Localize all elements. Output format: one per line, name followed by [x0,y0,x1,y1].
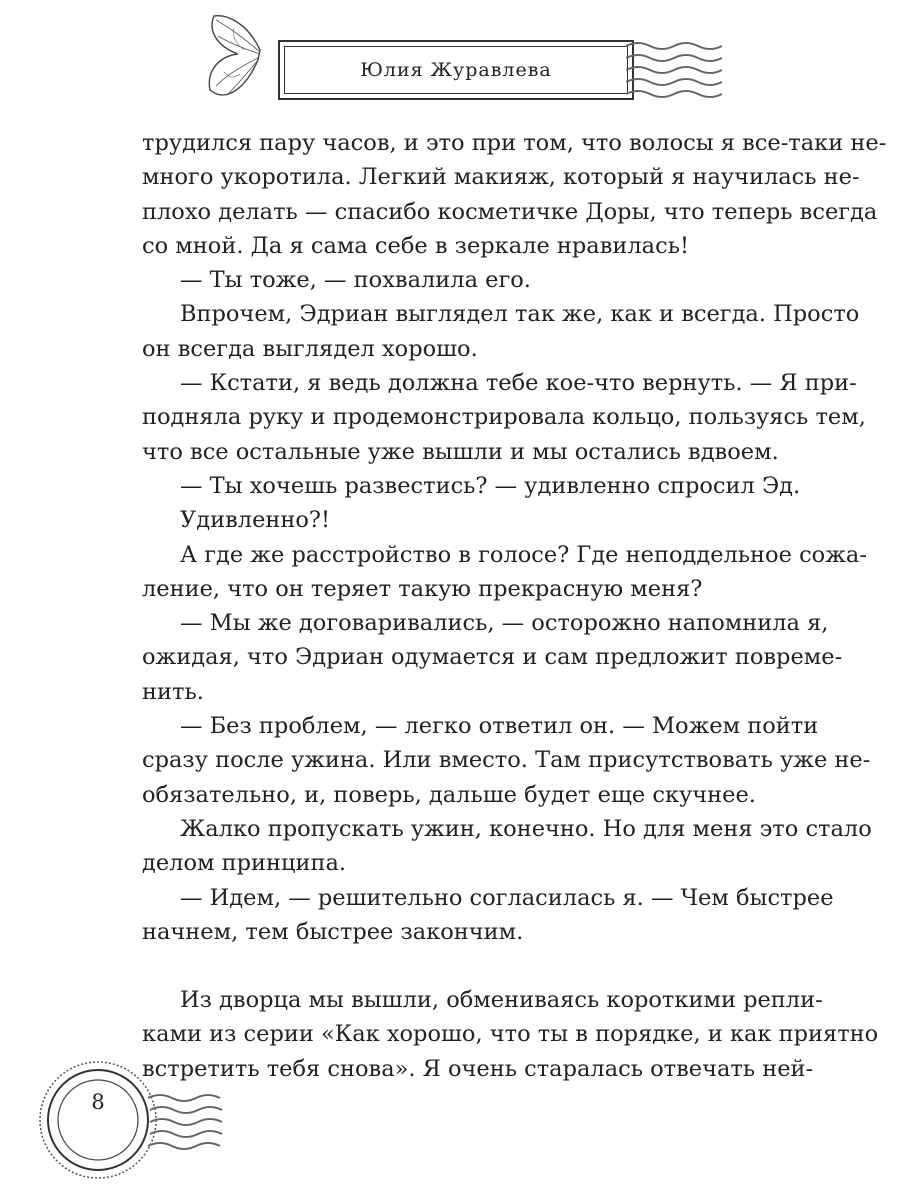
author-name: Юлия Журавлева [360,59,552,81]
text-line: плохо делать — спасибо косметичке Доры, что теперь всегда [142,198,878,225]
text-line: Впрочем, Эдриан выглядел так же, как и всегда. Просто [180,301,860,328]
page-header [0,0,900,120]
text-line: подняла руку и продемонстрировала кольцо, пользуясь тем, [142,404,866,431]
text-line: — Без проблем, — легко ответил он. — Можем пойти [180,713,819,740]
section-break [142,949,772,983]
text-line: он всегда выглядел хорошо. [142,335,478,362]
text-line: — Кстати, я ведь должна тебе кое-что вернуть. — Я при- [180,370,857,397]
text-line: Из дворца мы вышли, обмениваясь короткими репли- [180,987,823,1014]
author-frame-inner [284,46,628,94]
text-line: ожидая, что Эдриан одумается и сам предложит повреме- [142,644,843,671]
text-line: А где же расстройство в голосе? Где неподдельное сожа- [180,541,867,568]
body-text [142,126,887,1086]
text-line: Удивленно?! [180,507,331,534]
text-line: ками из серии «Как хорошо, что ты в порядке, и как приятно [142,1021,879,1048]
text-line: — Ты хочешь развестись? — удивленно спросил Эд. [180,472,801,499]
postmark-stamp-icon [0,1040,400,1200]
text-line: Жалко пропускать ужин, конечно. Но для меня это стало [180,815,872,842]
text-line: обязательно, и, поверь, дальше будет еще скучнее. [142,781,756,808]
page-number: 8 [91,1090,105,1114]
text-line: нить. [142,678,204,705]
text-line: со мной. Да я сама себе в зеркале нравилась! [142,232,689,259]
text-line: много укоротила. Легкий макияж, который я научилась не- [142,164,860,191]
text-line: — Ты тоже, — похвалила его. [180,267,531,294]
text-line: — Идем, — решительно согласилась я. — Чем быстрее [180,884,834,911]
text-line: — Мы же договаривались, — осторожно напомнила я, [180,610,829,637]
text-line: делом принципа. [142,850,347,877]
text-line: сразу после ужина. Или вместо. Там присутствовать уже не- [142,747,871,774]
page-footer [0,1040,400,1200]
author-frame [278,40,634,100]
text-line: что все остальные уже вышли и мы остались вдвоем. [142,438,779,465]
postmark-wavy-lines [626,38,722,108]
butterfly-wing-icon [198,14,268,106]
text-line: начнем, тем быстрее закончим. [142,918,524,945]
text-line: встретить тебя снова». Я очень старалась отвечать ней- [142,1055,814,1082]
text-line: трудился пару часов, и это при том, что волосы я все-таки не- [142,130,887,156]
paragraph-block [142,126,887,949]
text-line: ление, что он теряет такую прекрасную меня? [142,575,703,602]
